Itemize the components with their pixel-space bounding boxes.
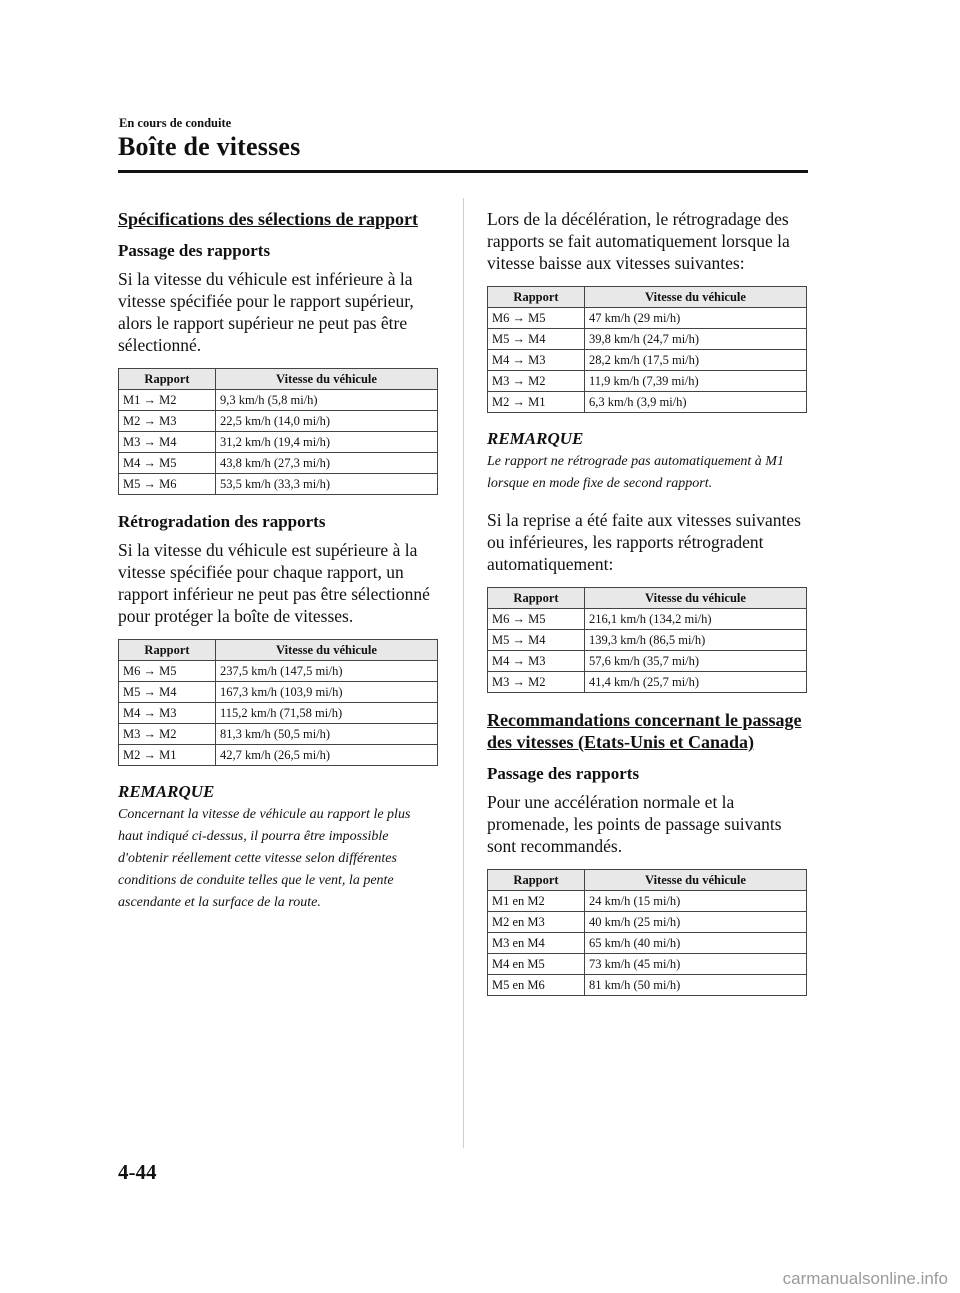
speed-cell: 41,4 km/h (25,7 mi/h) xyxy=(585,672,807,693)
gear-cell: M3 en M4 xyxy=(488,933,585,954)
header-rapport: Rapport xyxy=(119,640,216,661)
header-rapport: Rapport xyxy=(488,588,585,609)
speed-cell: 24 km/h (15 mi/h) xyxy=(585,891,807,912)
gear-selection-heading: Spécifications des sélections de rapport xyxy=(118,209,418,229)
gear-cell: M2 → M1 xyxy=(488,392,585,413)
table-header-row xyxy=(119,369,438,390)
note-title: REMARQUE xyxy=(118,782,215,801)
header-rapport: Rapport xyxy=(488,287,585,308)
header-vitesse: Vitesse du véhicule xyxy=(216,369,438,390)
kickdown-table xyxy=(487,587,807,693)
section-kicker: En cours de conduite xyxy=(119,116,232,130)
table-row xyxy=(119,703,438,724)
table-row xyxy=(488,609,807,630)
speed-cell: 39,8 km/h (24,7 mi/h) xyxy=(585,329,807,350)
table-row xyxy=(119,390,438,411)
header-vitesse: Vitesse du véhicule xyxy=(585,588,807,609)
page-title: Boîte de vitesses xyxy=(118,132,301,161)
downshift-paragraph: Si la vitesse du véhicule est supérieure à la vitesse spécifiée pour chaque rapport, un rapport inférieur ne peut pas être sélectionné pour protéger la boîte de vitesses. xyxy=(118,540,430,626)
speed-cell: 11,9 km/h (7,39 mi/h) xyxy=(585,371,807,392)
downshift-table xyxy=(118,639,438,766)
table-header-row xyxy=(488,870,807,891)
gear-cell: M5 → M4 xyxy=(488,329,585,350)
deceleration-table xyxy=(487,286,807,413)
table-row xyxy=(488,954,807,975)
deceleration-paragraph: Lors de la décélération, le rétrogradage des rapports se fait automatiquement lorsque la vitesse baisse aux vitesses suivantes: xyxy=(487,209,790,273)
gear-cell: M5 → M4 xyxy=(488,630,585,651)
gear-cell: M1 → M2 xyxy=(119,390,216,411)
title-rule xyxy=(118,170,808,173)
kickdown-paragraph: Si la reprise a été faite aux vitesses suivantes ou inférieures, les rapports rétrogradent automatiquement: xyxy=(487,510,801,574)
left-column xyxy=(118,208,438,928)
note-text: Le rapport ne rétrograde pas automatiquement à M1 lorsque en mode fixe de second rapport. xyxy=(487,454,784,491)
table-header-row xyxy=(119,640,438,661)
recommendations-subheading: Passage des rapports xyxy=(487,764,640,783)
header-rapport: Rapport xyxy=(119,369,216,390)
header-rapport: Rapport xyxy=(488,870,585,891)
gear-cell: M5 en M6 xyxy=(488,975,585,996)
gear-cell: M2 → M3 xyxy=(119,411,216,432)
gear-cell: M3 → M4 xyxy=(119,432,216,453)
gear-cell: M3 → M2 xyxy=(488,672,585,693)
downshift-subheading: Rétrogradation des rapports xyxy=(118,512,326,531)
gear-cell: M4 → M3 xyxy=(488,350,585,371)
table-row xyxy=(119,432,438,453)
page-number: 4-44 xyxy=(118,1160,157,1184)
speed-cell: 43,8 km/h (27,3 mi/h) xyxy=(216,453,438,474)
watermark: carmanualsonline.info xyxy=(782,1269,948,1288)
table-row xyxy=(119,682,438,703)
gear-cell: M4 → M3 xyxy=(488,651,585,672)
table-header-row xyxy=(488,588,807,609)
upshift-paragraph: Si la vitesse du véhicule est inférieure à la vitesse spécifiée pour le rapport supérieur, alors le rapport supérieur ne peut pas être sélectionné. xyxy=(118,269,414,355)
table-row xyxy=(488,891,807,912)
recommended-shift-table xyxy=(487,869,807,996)
gear-cell: M6 → M5 xyxy=(488,609,585,630)
speed-cell: 57,6 km/h (35,7 mi/h) xyxy=(585,651,807,672)
gear-cell: M6 → M5 xyxy=(119,661,216,682)
table-row xyxy=(488,912,807,933)
table-row xyxy=(488,975,807,996)
table-row xyxy=(488,308,807,329)
gear-cell: M2 en M3 xyxy=(488,912,585,933)
table-row xyxy=(488,630,807,651)
speed-cell: 53,5 km/h (33,3 mi/h) xyxy=(216,474,438,495)
speed-cell: 22,5 km/h (14,0 mi/h) xyxy=(216,411,438,432)
speed-cell: 115,2 km/h (71,58 mi/h) xyxy=(216,703,438,724)
speed-cell: 139,3 km/h (86,5 mi/h) xyxy=(585,630,807,651)
table-row xyxy=(488,651,807,672)
speed-cell: 65 km/h (40 mi/h) xyxy=(585,933,807,954)
header-vitesse: Vitesse du véhicule xyxy=(585,870,807,891)
gear-cell: M3 → M2 xyxy=(488,371,585,392)
speed-cell: 73 km/h (45 mi/h) xyxy=(585,954,807,975)
gear-cell: M3 → M2 xyxy=(119,724,216,745)
gear-cell: M5 → M6 xyxy=(119,474,216,495)
gear-cell: M6 → M5 xyxy=(488,308,585,329)
gear-cell: M4 → M3 xyxy=(119,703,216,724)
table-row xyxy=(488,392,807,413)
note-title: REMARQUE xyxy=(487,429,584,448)
table-row xyxy=(119,724,438,745)
speed-cell: 81 km/h (50 mi/h) xyxy=(585,975,807,996)
gear-cell: M4 → M5 xyxy=(119,453,216,474)
gear-cell: M4 en M5 xyxy=(488,954,585,975)
speed-cell: 81,3 km/h (50,5 mi/h) xyxy=(216,724,438,745)
upshift-table xyxy=(118,368,438,495)
table-header-row xyxy=(488,287,807,308)
table-row xyxy=(488,672,807,693)
right-column xyxy=(487,208,807,1012)
speed-cell: 167,3 km/h (103,9 mi/h) xyxy=(216,682,438,703)
table-row xyxy=(488,350,807,371)
table-row xyxy=(119,474,438,495)
speed-cell: 28,2 km/h (17,5 mi/h) xyxy=(585,350,807,371)
header-vitesse: Vitesse du véhicule xyxy=(585,287,807,308)
table-row xyxy=(119,453,438,474)
table-row xyxy=(488,371,807,392)
gear-cell: M2 → M1 xyxy=(119,745,216,766)
table-row xyxy=(119,411,438,432)
gear-cell: M5 → M4 xyxy=(119,682,216,703)
column-divider xyxy=(463,198,464,1148)
gear-cell: M1 en M2 xyxy=(488,891,585,912)
speed-cell: 40 km/h (25 mi/h) xyxy=(585,912,807,933)
speed-cell: 216,1 km/h (134,2 mi/h) xyxy=(585,609,807,630)
table-row xyxy=(119,661,438,682)
table-row xyxy=(488,933,807,954)
speed-cell: 42,7 km/h (26,5 mi/h) xyxy=(216,745,438,766)
speed-cell: 6,3 km/h (3,9 mi/h) xyxy=(585,392,807,413)
recommendations-heading: Recommandations concernant le passage des vitesses (Etats-Unis et Canada) xyxy=(487,710,802,752)
recommendations-paragraph: Pour une accélération normale et la promenade, les points de passage suivants sont recommandés. xyxy=(487,792,782,856)
note-text: Concernant la vitesse de véhicule au rapport le plus haut indiqué ci-dessus, il pourra être impossible d'obtenir réellement cette vitesse selon différentes conditions de conduite telles que le vent, la pente ascendante et la surface de la route. xyxy=(118,807,411,910)
table-row xyxy=(119,745,438,766)
upshift-subheading: Passage des rapports xyxy=(118,241,271,260)
table-row xyxy=(488,329,807,350)
speed-cell: 237,5 km/h (147,5 mi/h) xyxy=(216,661,438,682)
header-vitesse: Vitesse du véhicule xyxy=(216,640,438,661)
speed-cell: 47 km/h (29 mi/h) xyxy=(585,308,807,329)
speed-cell: 9,3 km/h (5,8 mi/h) xyxy=(216,390,438,411)
speed-cell: 31,2 km/h (19,4 mi/h) xyxy=(216,432,438,453)
